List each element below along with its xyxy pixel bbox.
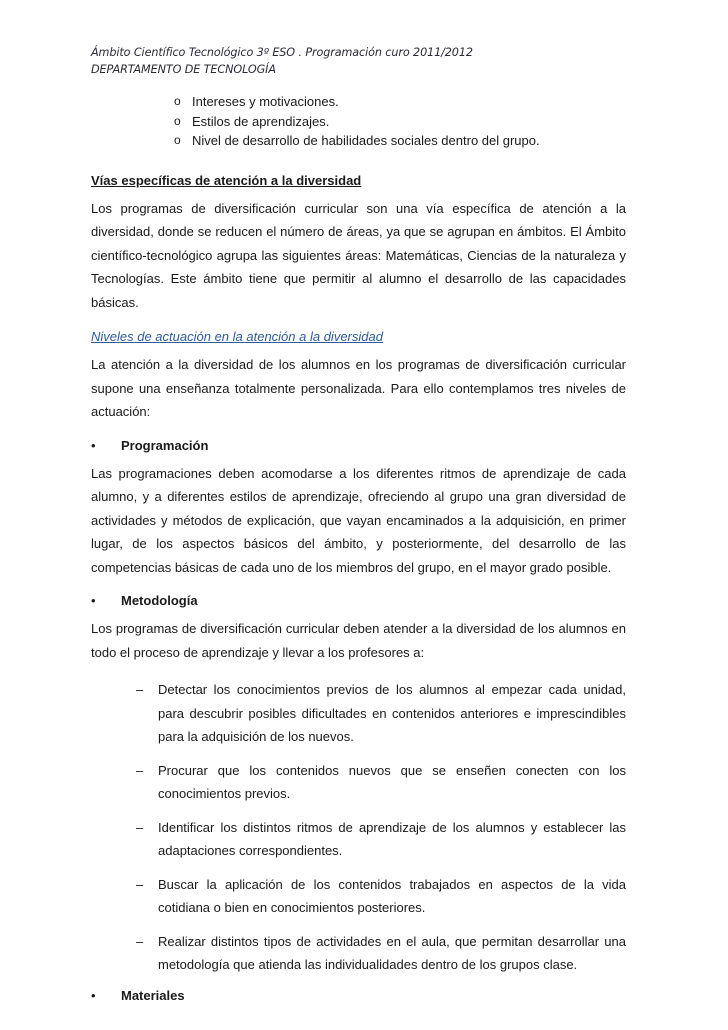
document-page [91,44,626,1005]
bullet-heading-metodologia: • Metodología [91,593,198,608]
list-item: o Nivel de desarrollo de habilidades sociales dentro del grupo. [91,131,626,151]
list-item: – Identificar los distintos ritmos de aprendizaje de los alumnos y establecer las adaptaciones correspondientes. [91,816,626,863]
dash-bullet-icon: – [136,762,144,778]
circle-bullet-icon: o [174,94,181,108]
dash-bullet-icon: – [136,682,144,697]
page-header [91,44,626,78]
metodologia-paragraph: Los programas de diversificación curricular deben atender a la diversidad de los alumnos en todo el proceso de aprendizaje y llevar a los profesores a: [91,621,626,660]
bullet-icon: • [91,437,96,453]
circle-bullet-icon: o [174,133,181,147]
header-line-2: DEPARTAMENTO DE TECNOLOGÍA [91,63,276,76]
circle-bullet-icon: o [174,113,181,128]
dash-bullet-icon: – [136,933,144,949]
list-item: o Intereses y motivaciones. [91,92,626,112]
dash-list [91,678,626,977]
dash-bullet-icon: – [136,819,144,835]
section-heading: Vías específicas de atención a la diversidad [91,172,362,188]
list-item: – Procurar que los contenidos nuevos que se enseñen conecten con los conocimientos previos. [91,759,626,806]
sub-list [91,92,626,151]
section-paragraph: La atención a la diversidad de los alumnos en los programas de diversificación curricular supone una enseñanza totalmente personalizada. Para ello contemplamos tres niveles de actuación: [91,357,626,419]
list-item: o Estilos de aprendizajes. [91,112,626,132]
bullet-icon: • [91,593,96,608]
dash-bullet-icon: – [136,876,144,892]
header-line-1: Ámbito Científico Tecnológico 3º ESO . Programación curo 2011/2012 [91,46,473,59]
subsection-heading: Niveles de actuación en la atención a la diversidad [91,329,383,344]
bullet-heading-programacion: • Programación [91,437,209,453]
section-paragraph: Los programas de diversificación curricular son una vía específica de atención a la diversidad, donde se reducen el número de áreas, ya que se agrupan en ámbitos. El Ámbito científico-tecnológico agrupa las siguientes áreas: Matemáticas, Ciencias de la naturaleza y Tecnologías. Este ámbito tiene que permitir al alumno el desarrollo de las capacidades básicas. [91,200,626,310]
list-item: – Buscar la aplicación de los contenidos trabajados en aspectos de la vida cotidiana o bien en conocimientos posteriores. [91,873,626,920]
bullet-icon: • [91,987,96,1003]
list-item: – Detectar los conocimientos previos de los alumnos al empezar cada unidad, para descubrir posibles dificultades en contenidos anteriores e imprescindibles para la adquisición de los nuevos. [91,678,626,749]
bullet-heading-materiales: • Materiales [91,987,185,1003]
programacion-paragraph: Las programaciones deben acomodarse a los diferentes ritmos de aprendizaje de cada alumno, y a diferentes estilos de aprendizaje, ofreciendo al grupo una gran diversidad de actividades y métodos de explicación, que vayan encaminados a la adquisición, en primer lugar, de los aspectos básicos del ámbito, y posteriormente, del desarrollo de las competencias básicas de cada uno de los miembros del grupo, en el mayor grado posible. [91,465,626,575]
list-item: – Realizar distintos tipos de actividades en el aula, que permitan desarrollar una metodología que atienda las individualidades dentro de los grupos clase. [91,930,626,977]
